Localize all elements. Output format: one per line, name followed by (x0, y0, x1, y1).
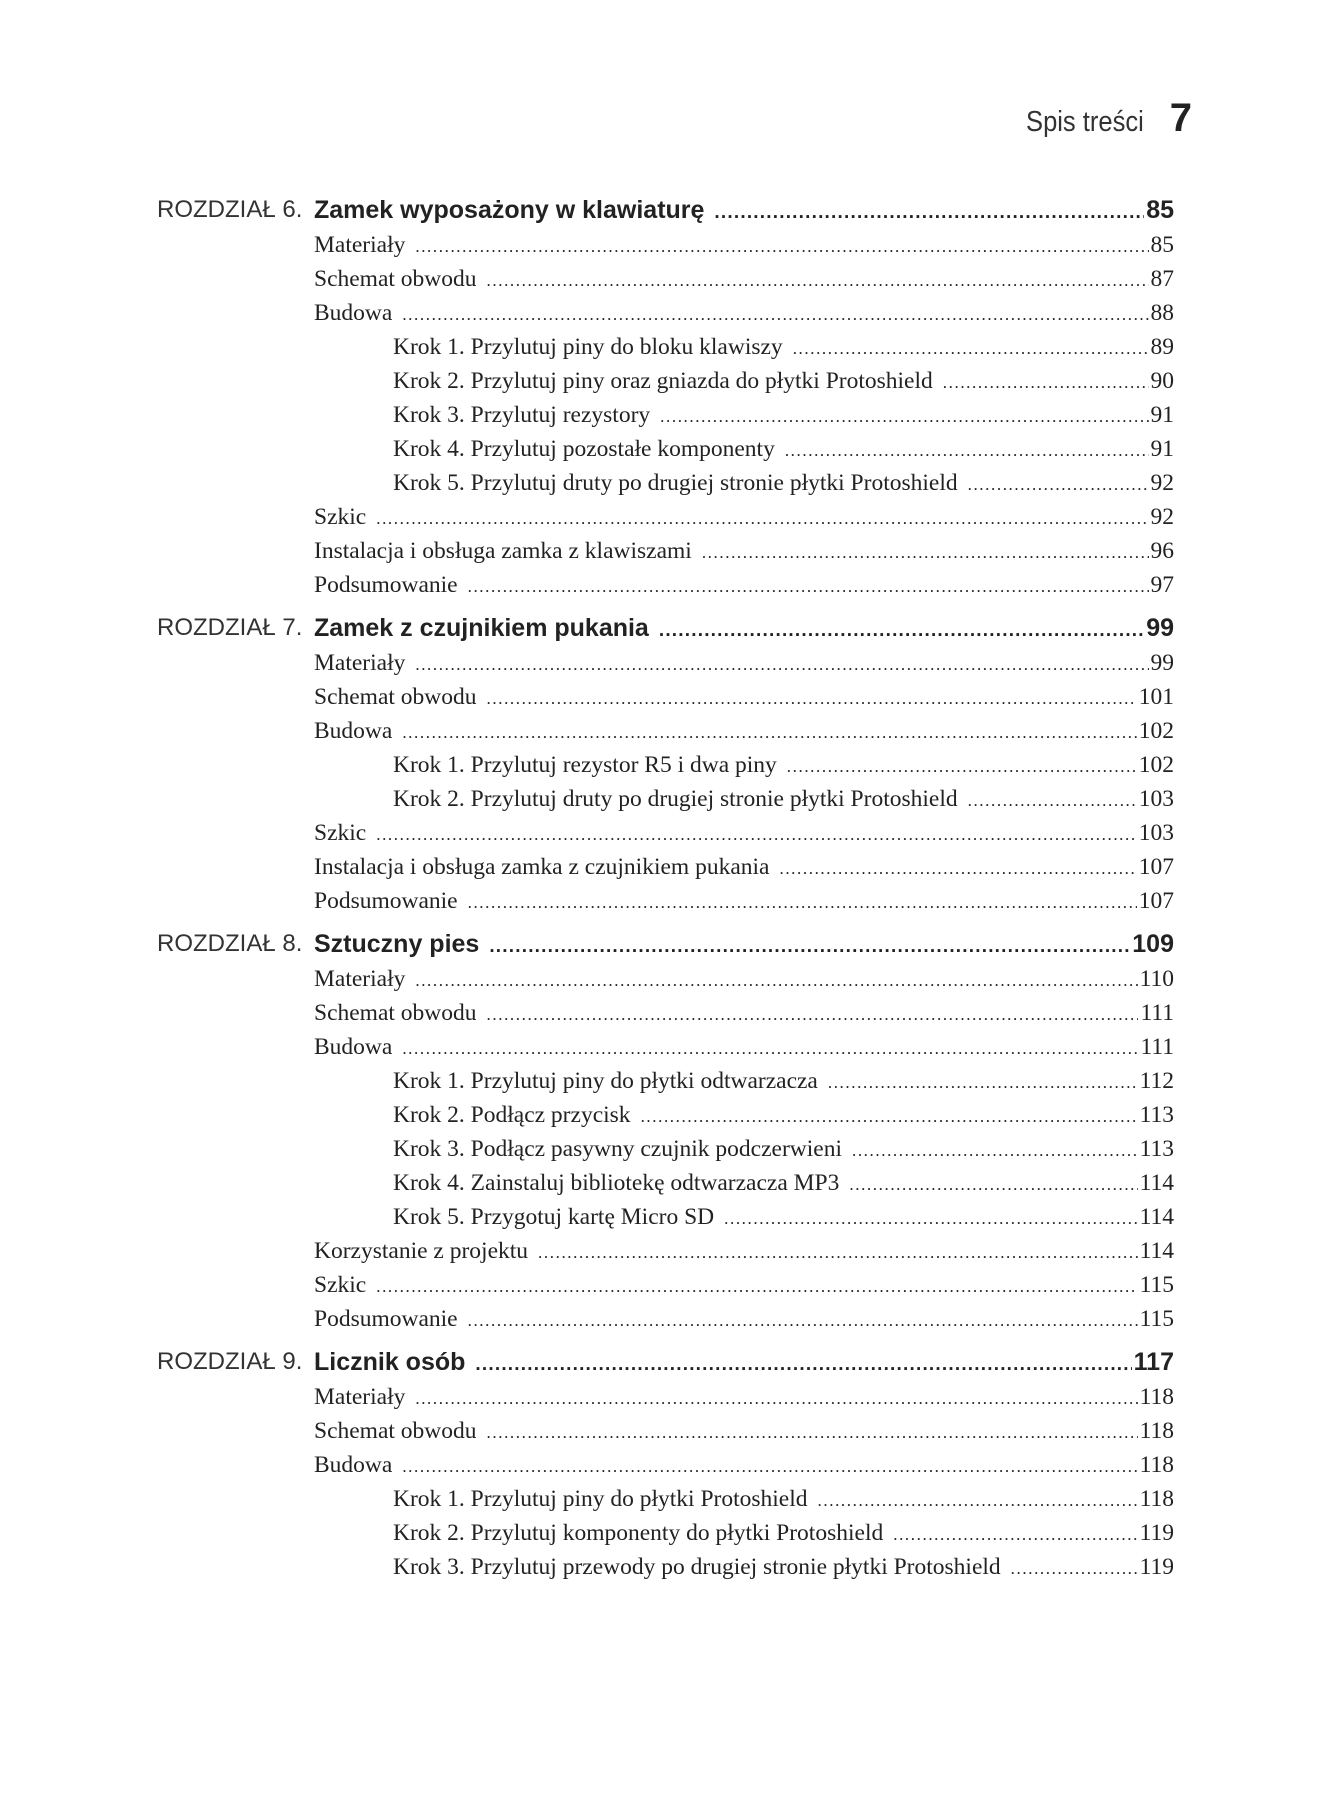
dot-leader (487, 271, 1149, 291)
toc-step-entry (393, 436, 1174, 470)
toc-step-entry (393, 752, 1174, 786)
entry-page: 88 (1150, 300, 1174, 326)
toc-step-entry (393, 1102, 1174, 1136)
entry-title: Krok 4. Przylutuj pozostałe komponenty (393, 436, 775, 462)
toc-chapter-heading (157, 614, 1174, 650)
entry-title: Szkic (314, 820, 367, 846)
entry-page: 91 (1150, 402, 1174, 428)
entry-title: Podsumowanie (314, 1306, 458, 1332)
entry-page: 114 (1139, 1170, 1174, 1196)
toc-section-entry (314, 650, 1174, 684)
entry-title: Materiały (314, 966, 406, 992)
dot-leader (659, 620, 1144, 642)
dot-leader (415, 655, 1148, 675)
entry-page: 90 (1150, 368, 1174, 394)
entry-page: 99 (1150, 650, 1174, 676)
entry-page: 118 (1139, 1486, 1174, 1512)
toc-section-entry (314, 1384, 1174, 1418)
toc-section-entry (314, 504, 1174, 538)
dot-leader (376, 1277, 1137, 1297)
entry-page: 110 (1139, 966, 1174, 992)
dot-leader (787, 757, 1137, 777)
entry-page: 102 (1138, 752, 1174, 778)
dot-leader (828, 1073, 1138, 1093)
entry-title: Krok 1. Przylutuj piny do płytki odtwarzacza (393, 1068, 818, 1094)
entry-title: Instalacja i obsługa zamka z klawiszami (314, 538, 692, 564)
toc-chapter (0, 196, 1339, 606)
entry-title: Budowa (314, 300, 393, 326)
entry-page: 118 (1139, 1384, 1174, 1410)
dot-leader (785, 441, 1149, 461)
toc-section-entry (314, 820, 1174, 854)
dot-leader (724, 1209, 1137, 1229)
toc-chapter (0, 1348, 1339, 1588)
entry-title: Krok 2. Podłącz przycisk (393, 1102, 631, 1128)
entry-title: Budowa (314, 1034, 393, 1060)
entry-title: Krok 3. Podłącz pasywny czujnik podczerwieni (393, 1136, 842, 1162)
dot-leader (849, 1175, 1137, 1195)
toc-section-entry (314, 1238, 1174, 1272)
dot-leader (415, 1389, 1137, 1409)
entry-page: 102 (1138, 718, 1174, 744)
entry-page: 103 (1138, 786, 1174, 812)
toc-section-entry (314, 1452, 1174, 1486)
dot-leader (487, 689, 1137, 709)
toc-section-entry (314, 538, 1174, 572)
entry-title: Szkic (314, 504, 367, 530)
dot-leader (893, 1525, 1137, 1545)
chapter-page: 85 (1146, 196, 1174, 224)
dot-leader (943, 373, 1149, 393)
dot-leader (660, 407, 1148, 427)
entry-page: 85 (1150, 232, 1174, 258)
toc-chapter (0, 930, 1339, 1340)
dot-leader (968, 475, 1149, 495)
dot-leader (779, 859, 1136, 879)
chapter-label: ROZDZIAŁ 9. (157, 1348, 303, 1375)
toc-section-entry (314, 854, 1174, 888)
entry-title: Krok 5. Przygotuj kartę Micro SD (393, 1204, 715, 1230)
dot-leader (852, 1141, 1138, 1161)
dot-leader (1011, 1559, 1138, 1579)
entry-page: 119 (1139, 1520, 1174, 1546)
table-of-contents (0, 196, 1339, 1596)
entry-title: Korzystanie z projektu (314, 1238, 529, 1264)
entry-title: Krok 1. Przylutuj rezystor R5 i dwa piny (393, 752, 777, 778)
entry-title: Krok 2. Przylutuj piny oraz gniazda do płytki Protoshield (393, 368, 933, 394)
toc-step-entry (393, 1204, 1174, 1238)
toc-chapter-heading (157, 930, 1174, 966)
entry-title: Schemat obwodu (314, 1418, 477, 1444)
entry-page: 114 (1139, 1238, 1174, 1264)
entry-page: 113 (1139, 1136, 1174, 1162)
entry-title: Krok 4. Zainstaluj bibliotekę odtwarzacza MP3 (393, 1170, 840, 1196)
dot-leader (702, 543, 1149, 563)
entry-title: Krok 2. Przylutuj komponenty do płytki Protoshield (393, 1520, 884, 1546)
toc-section-entry (314, 1000, 1174, 1034)
toc-section-entry (314, 1272, 1174, 1306)
entry-title: Podsumowanie (314, 888, 458, 914)
entry-page: 114 (1139, 1204, 1174, 1230)
entry-page: 107 (1138, 888, 1174, 914)
dot-leader (402, 1039, 1138, 1059)
chapter-page: 117 (1133, 1348, 1174, 1376)
toc-step-entry (393, 1170, 1174, 1204)
dot-leader (475, 1354, 1131, 1376)
toc-step-entry (393, 368, 1174, 402)
dot-leader (968, 791, 1137, 811)
entry-page: 111 (1140, 1034, 1174, 1060)
entry-page: 92 (1150, 470, 1174, 496)
dot-leader (714, 202, 1144, 224)
dot-leader (489, 936, 1130, 958)
dot-leader (487, 1005, 1139, 1025)
toc-section-entry (314, 1034, 1174, 1068)
toc-step-entry (393, 786, 1174, 820)
entry-page: 91 (1150, 436, 1174, 462)
toc-chapter (0, 614, 1339, 922)
toc-section-entry (314, 1306, 1174, 1340)
dot-leader (641, 1107, 1138, 1127)
toc-step-entry (393, 402, 1174, 436)
toc-step-entry (393, 1486, 1174, 1520)
dot-leader (376, 509, 1148, 529)
dot-leader (538, 1243, 1138, 1263)
chapter-label: ROZDZIAŁ 7. (157, 614, 303, 641)
toc-step-entry (393, 1136, 1174, 1170)
entry-title: Krok 1. Przylutuj piny do bloku klawiszy (393, 334, 783, 360)
entry-title: Materiały (314, 650, 406, 676)
dot-leader (793, 339, 1149, 359)
entry-page: 111 (1140, 1000, 1174, 1026)
chapter-title: Sztuczny pies (314, 930, 480, 958)
toc-chapter-heading (157, 196, 1174, 232)
chapter-label: ROZDZIAŁ 6. (157, 196, 303, 223)
entry-title: Materiały (314, 1384, 406, 1410)
toc-section-entry (314, 684, 1174, 718)
dot-leader (376, 825, 1137, 845)
entry-page: 96 (1150, 538, 1174, 564)
entry-title: Krok 3. Przylutuj przewody po drugiej stronie płytki Protoshield (393, 1554, 1001, 1580)
entry-title: Szkic (314, 1272, 367, 1298)
entry-page: 118 (1139, 1452, 1174, 1478)
chapter-page: 109 (1132, 930, 1174, 958)
dot-leader (468, 577, 1149, 597)
entry-page: 118 (1139, 1418, 1174, 1444)
toc-step-entry (393, 334, 1174, 368)
chapter-title: Zamek z czujnikiem pukania (314, 614, 649, 642)
entry-page: 115 (1139, 1306, 1174, 1332)
toc-section-entry (314, 572, 1174, 606)
chapter-label: ROZDZIAŁ 8. (157, 930, 303, 957)
entry-title: Schemat obwodu (314, 266, 477, 292)
running-head-title: Spis treści (1026, 106, 1144, 138)
dot-leader (402, 305, 1148, 325)
entry-title: Krok 3. Przylutuj rezystory (393, 402, 651, 428)
toc-section-entry (314, 888, 1174, 922)
entry-title: Krok 2. Przylutuj druty po drugiej stronie płytki Protoshield (393, 786, 958, 812)
entry-page: 97 (1150, 572, 1174, 598)
dot-leader (415, 237, 1148, 257)
toc-step-entry (393, 1068, 1174, 1102)
dot-leader (818, 1491, 1138, 1511)
entry-page: 115 (1139, 1272, 1174, 1298)
toc-section-entry (314, 1418, 1174, 1452)
entry-page: 112 (1139, 1068, 1174, 1094)
entry-page: 89 (1150, 334, 1174, 360)
toc-section-entry (314, 966, 1174, 1000)
entry-page: 119 (1139, 1554, 1174, 1580)
dot-leader (402, 1457, 1137, 1477)
chapter-title: Zamek wyposażony w klawiaturę (314, 196, 705, 224)
toc-section-entry (314, 300, 1174, 334)
toc-step-entry (393, 470, 1174, 504)
chapter-page: 99 (1146, 614, 1174, 642)
dot-leader (468, 893, 1137, 913)
entry-title: Budowa (314, 1452, 393, 1478)
entry-title: Budowa (314, 718, 393, 744)
entry-page: 107 (1138, 854, 1174, 880)
dot-leader (487, 1423, 1138, 1443)
entry-page: 113 (1139, 1102, 1174, 1128)
toc-step-entry (393, 1554, 1174, 1588)
toc-section-entry (314, 232, 1174, 266)
dot-leader (415, 971, 1137, 991)
chapter-title: Licznik osób (314, 1348, 466, 1376)
entry-title: Schemat obwodu (314, 1000, 477, 1026)
entry-title: Krok 5. Przylutuj druty po drugiej stronie płytki Protoshield (393, 470, 958, 496)
entry-page: 87 (1150, 266, 1174, 292)
entry-page: 103 (1138, 820, 1174, 846)
entry-title: Materiały (314, 232, 406, 258)
entry-title: Krok 1. Przylutuj piny do płytki Protoshield (393, 1486, 808, 1512)
toc-section-entry (314, 266, 1174, 300)
entry-page: 101 (1138, 684, 1174, 710)
entry-title: Schemat obwodu (314, 684, 477, 710)
toc-step-entry (393, 1520, 1174, 1554)
page-header (1010, 96, 1192, 141)
toc-chapter-heading (157, 1348, 1174, 1384)
dot-leader (402, 723, 1136, 743)
entry-page: 92 (1150, 504, 1174, 530)
toc-section-entry (314, 718, 1174, 752)
entry-title: Podsumowanie (314, 572, 458, 598)
page-number: 7 (1169, 96, 1192, 140)
entry-title: Instalacja i obsługa zamka z czujnikiem pukania (314, 854, 770, 880)
dot-leader (468, 1311, 1138, 1331)
